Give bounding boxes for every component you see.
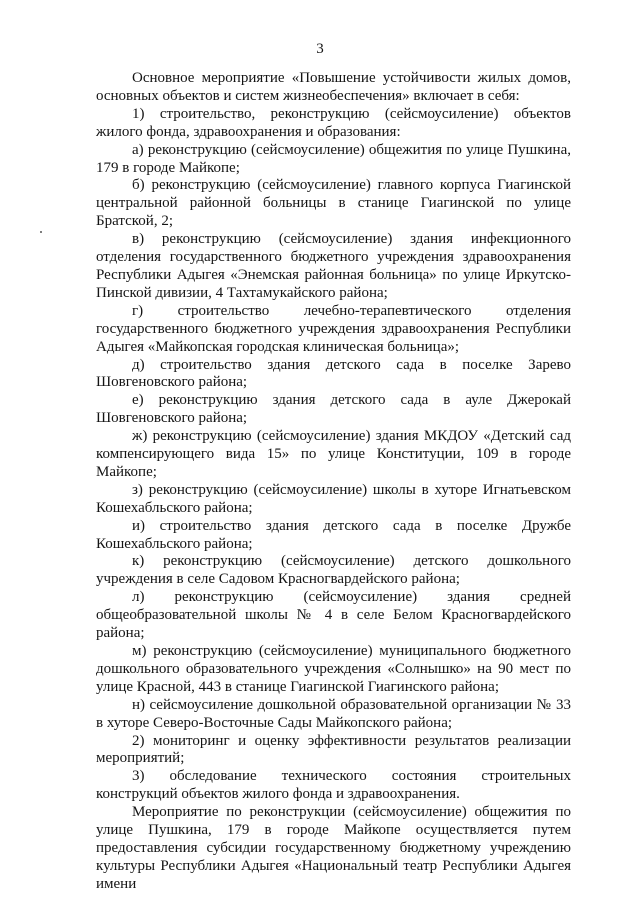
paragraph-closing: Мероприятие по реконструкции (сейсмоусиление) общежития по улице Пушкина, 179 в городе Майкопе осуществляется путем предоставления субсидии государственному бюджетному учреждению культуры Республики Адыгея «Национальный театр Республики Адыгея имени <box>96 804 571 892</box>
paragraph-item-l: л) реконструкцию (сейсмоусиление) здания средней общеобразовательной школы № 4 в селе Белом Красногвардейского района; <box>96 589 571 642</box>
paragraph-item-zh: ж) реконструкцию (сейсмоусиление) здания МКДОУ «Детский сад компенсирующего вида 15» по улице Конституции, 109 в городе Майкопе; <box>96 428 571 480</box>
paragraph-item-k: к) реконструкцию (сейсмоусиление) детского дошкольного учреждения в селе Садовом Красногвардейского района; <box>96 553 571 588</box>
document-body <box>96 70 571 894</box>
paragraph-item-d: д) строительство здания детского сада в поселке Зарево Шовгеновского района; <box>96 356 571 391</box>
paragraph-item-2: 2) мониторинг и оценку эффективности результатов реализации мероприятий; <box>96 732 571 767</box>
paragraph-item-v: в) реконструкцию (сейсмоусиление) здания инфекционного отделения государственного бюджетного учреждения здравоохранения Республики Адыгея «Энемская районная больница» по улице Иркутско-Пинской дивизии, 4 Тахтамукайского района; <box>96 231 571 301</box>
paragraph-item-n: н) сейсмоусиление дошкольной образовательной организации № 33 в хуторе Северо-Восточные Сады Майкопского района; <box>96 696 571 731</box>
paragraph-item-b: б) реконструкцию (сейсмоусиление) главного корпуса Гиагинской центральной районной больницы в станице Гиагинской по улице Братской, 2; <box>96 177 571 230</box>
paragraph-item-z: з) реконструкцию (сейсмоусиление) школы в хуторе Игнатьевском Кошехабльского района; <box>96 481 571 516</box>
paragraph-item-e: е) реконструкцию здания детского сада в ауле Джерокай Шовгеновского района; <box>96 392 571 427</box>
paragraph-item-3: 3) обследование технического состояния строительных конструкций объектов жилого фонда и здравоохранения. <box>96 768 571 803</box>
paragraph-item-i: и) строительство здания детского сада в поселке Дружбе Кошехабльского района; <box>96 517 571 552</box>
paragraph-item-m: м) реконструкцию (сейсмоусиление) муниципального бюджетного дошкольного образовательного учреждения «Солнышко» на 90 мест по улице Красной, 443 в станице Гиагинской Гиагинского района; <box>96 643 571 695</box>
paragraph-intro: Основное мероприятие «Повышение устойчивости жилых домов, основных объектов и систем жизнеобеспечения» включает в себя: <box>96 70 571 104</box>
paragraph-item-g: г) строительство лечебно-терапевтического отделения государственного бюджетного учреждения здравоохранения Республики Адыгея «Майкопская городская клиническая больница»; <box>96 302 571 355</box>
scan-speck <box>40 231 42 233</box>
paragraph-item-a: а) реконструкцию (сейсмоусиление) общежития по улице Пушкина, 179 в городе Майкопе; <box>96 141 571 176</box>
paragraph-item-1: 1) строительство, реконструкцию (сейсмоусиление) объектов жилого фонда, здравоохранения и образования: <box>96 105 571 140</box>
page-number: 3 <box>316 41 324 57</box>
